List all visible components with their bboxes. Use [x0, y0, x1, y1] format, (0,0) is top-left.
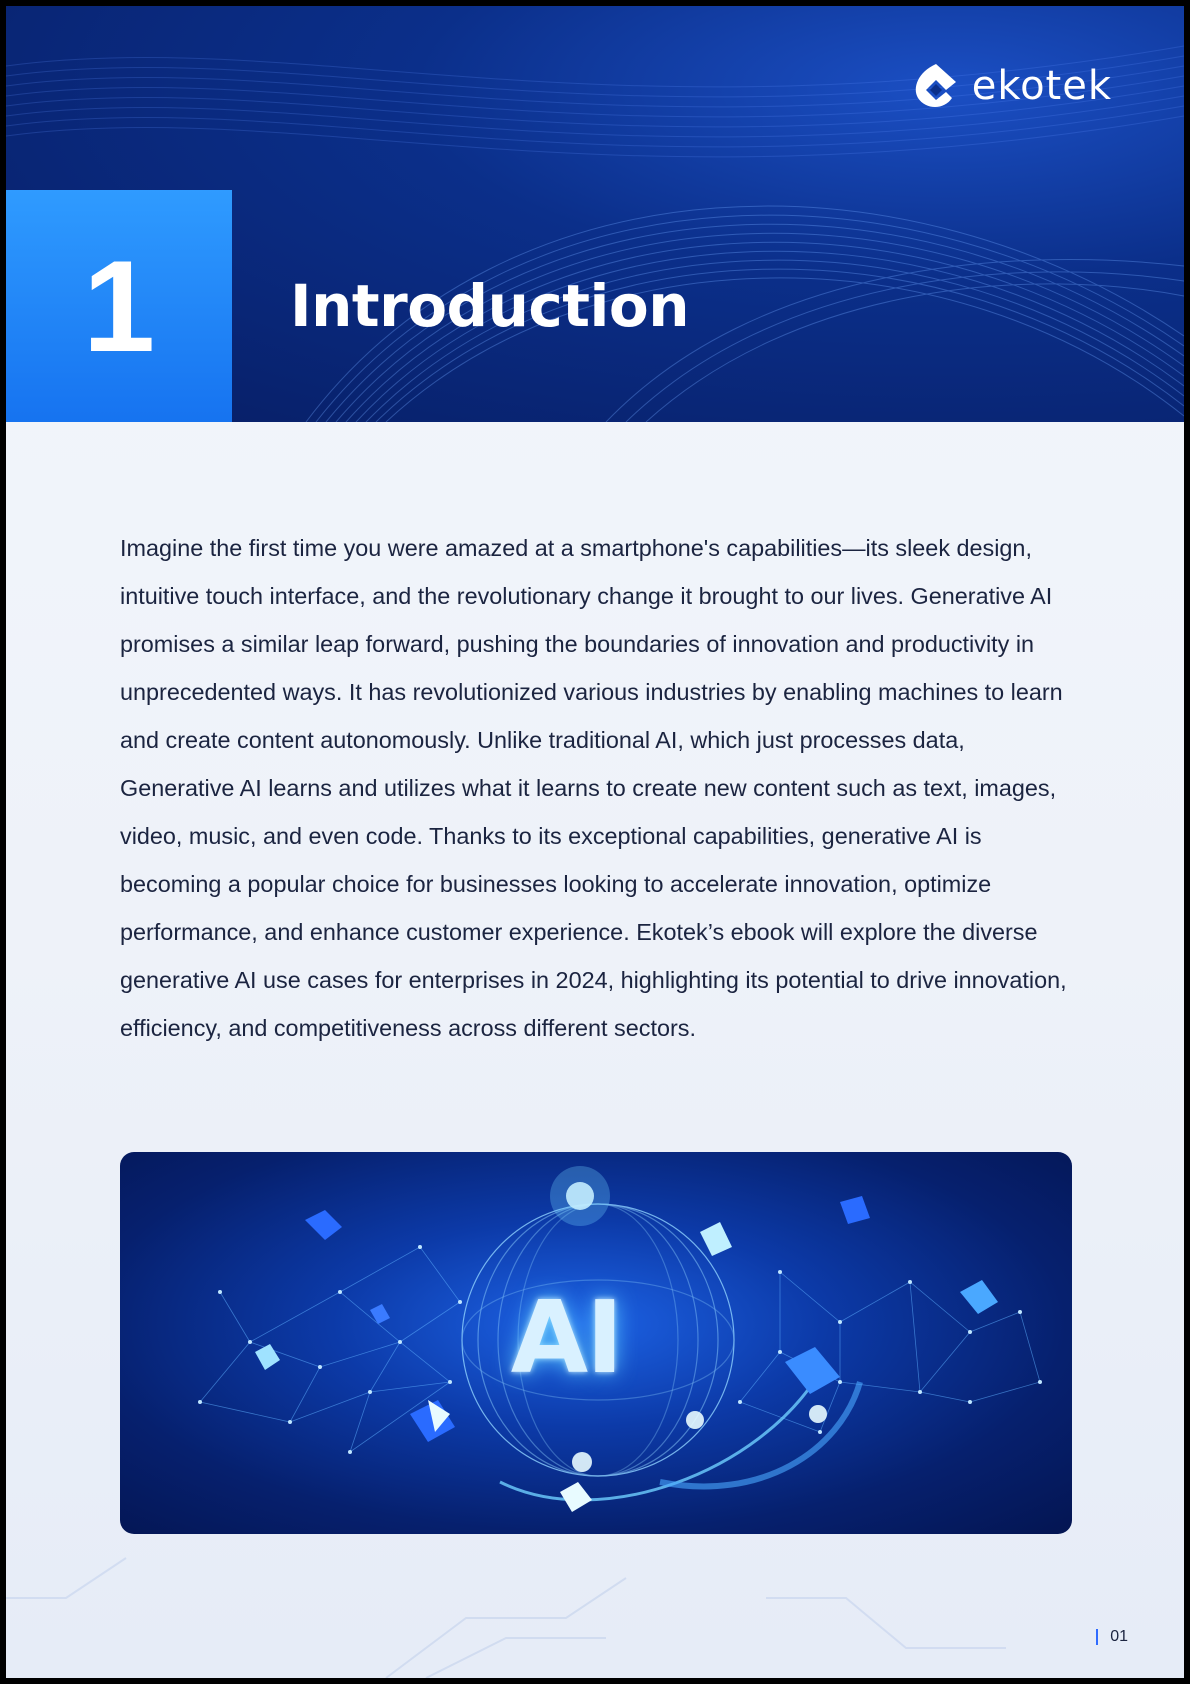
ai-label-wrap [120, 1152, 1072, 1534]
ekotek-logo-icon [910, 60, 962, 112]
chapter-number-box [6, 190, 232, 422]
page-number-text: 01 [1110, 1628, 1128, 1645]
logo-text: ekotek [971, 63, 1112, 109]
page-number [1096, 1628, 1128, 1646]
ai-hero-image [120, 1152, 1072, 1534]
page-number-divider [1096, 1629, 1098, 1645]
footer-circuit-pattern [6, 1478, 1184, 1678]
intro-paragraph: Imagine the first time you were amazed at a smartphone's capabilities—its sleek design, intuitive touch interface, and the revolutionary change it brought to our lives. Generative AI promises a similar leap forward, pushing the boundaries of innovation and productivity in unprecedented ways. It has revolutionized various industries by enabling machines to learn and create content autonomously. Unlike traditional AI, which just processes data, Generative AI learns and utilizes what it learns to create new content such as text, images, video, music, and even code. Thanks to its exceptional capabilities, generative AI is becoming a popular choice for businesses looking to accelerate innovation, optimize performance, and enhance customer experience. Ekotek’s ebook will explore the diverse generative AI use cases for enterprises in 2024, highlighting its potential to drive innovation, efficiency, and competitiveness across different sectors. [120, 535, 1067, 1041]
ai-label: AI [510, 1278, 622, 1396]
chapter-title: Introduction [290, 272, 689, 340]
chapter-number: 1 [82, 233, 156, 379]
chapter-header [6, 6, 1184, 422]
ekotek-logo [910, 60, 1112, 112]
ebook-page [6, 6, 1184, 1678]
